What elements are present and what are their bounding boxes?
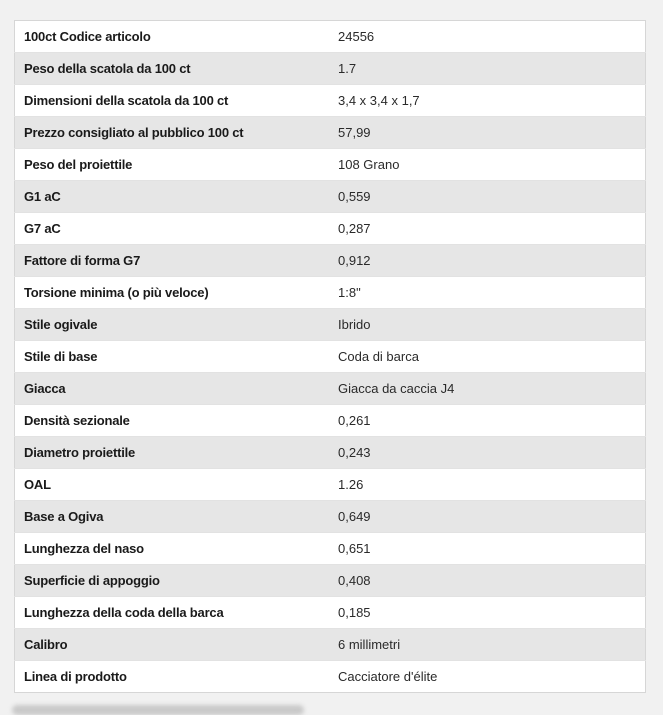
spec-value: 0,559 [329,181,646,213]
table-row [15,629,646,661]
spec-label: Peso del proiettile [15,149,330,181]
table-row [15,565,646,597]
spec-value: 0,649 [329,501,646,533]
table-row [15,341,646,373]
spec-value: 0,261 [329,405,646,437]
spec-value: 0,912 [329,245,646,277]
table-row [15,149,646,181]
spec-label: G7 aC [15,213,330,245]
spec-value: 0,287 [329,213,646,245]
table-row [15,21,646,53]
table-row [15,405,646,437]
table-row [15,117,646,149]
spec-label: Linea di prodotto [24,669,127,684]
spec-label: Fattore di forma G7 [15,245,330,277]
table-row [15,245,646,277]
table-row [15,181,646,213]
spec-label: Giacca [15,373,330,405]
page-divider-shadow [12,705,304,715]
spec-label: Peso della scatola da 100 ct [15,53,330,85]
spec-value: 3,4 x 3,4 x 1,7 [329,85,646,117]
table-row [15,533,646,565]
spec-value: 0,185 [329,597,646,629]
spec-value: 108 Grano [329,149,646,181]
spec-value: Ibrido [329,309,646,341]
spec-label: Diametro proiettile [15,437,330,469]
spec-value: Cacciatore d'élite [338,669,438,684]
spec-value: 0,651 [329,533,646,565]
spec-label: Stile ogivale [15,309,330,341]
table-row [15,213,646,245]
spec-label: OAL [15,469,330,501]
spec-label: Densità sezionale [15,405,330,437]
spec-label: Dimensioni della scatola da 100 ct [15,85,330,117]
spec-value: Coda di barca [329,341,646,373]
spec-value: 57,99 [329,117,646,149]
spec-label: Base a Ogiva [15,501,330,533]
table-row [15,85,646,117]
spec-label: Lunghezza della coda della barca [15,597,330,629]
spec-value: 0,408 [329,565,646,597]
spec-label: Calibro [15,629,330,661]
table-row [15,309,646,341]
spec-label: Prezzo consigliato al pubblico 100 ct [15,117,330,149]
spec-label: Superficie di appoggio [15,565,330,597]
spec-label: Stile di base [15,341,330,373]
table-row [15,373,646,405]
table-row [15,597,646,629]
spec-value: 6 millimetri [329,629,646,661]
spec-label: 100ct Codice articolo [15,21,330,53]
table-row [15,277,646,309]
spec-value: 1:8" [329,277,646,309]
spec-value: Giacca da caccia J4 [329,373,646,405]
spec-value: 24556 [329,21,646,53]
table-row [15,469,646,501]
product-spec-table [14,20,646,693]
spec-value: 1.26 [329,469,646,501]
spec-value: 1.7 [329,53,646,85]
table-row [15,53,646,85]
table-row [15,437,646,469]
spec-label: Torsione minima (o più veloce) [15,277,330,309]
spec-value: 0,243 [329,437,646,469]
spec-label: Lunghezza del naso [15,533,330,565]
spec-label: G1 aC [15,181,330,213]
table-row [15,501,646,533]
table-row [15,661,646,693]
